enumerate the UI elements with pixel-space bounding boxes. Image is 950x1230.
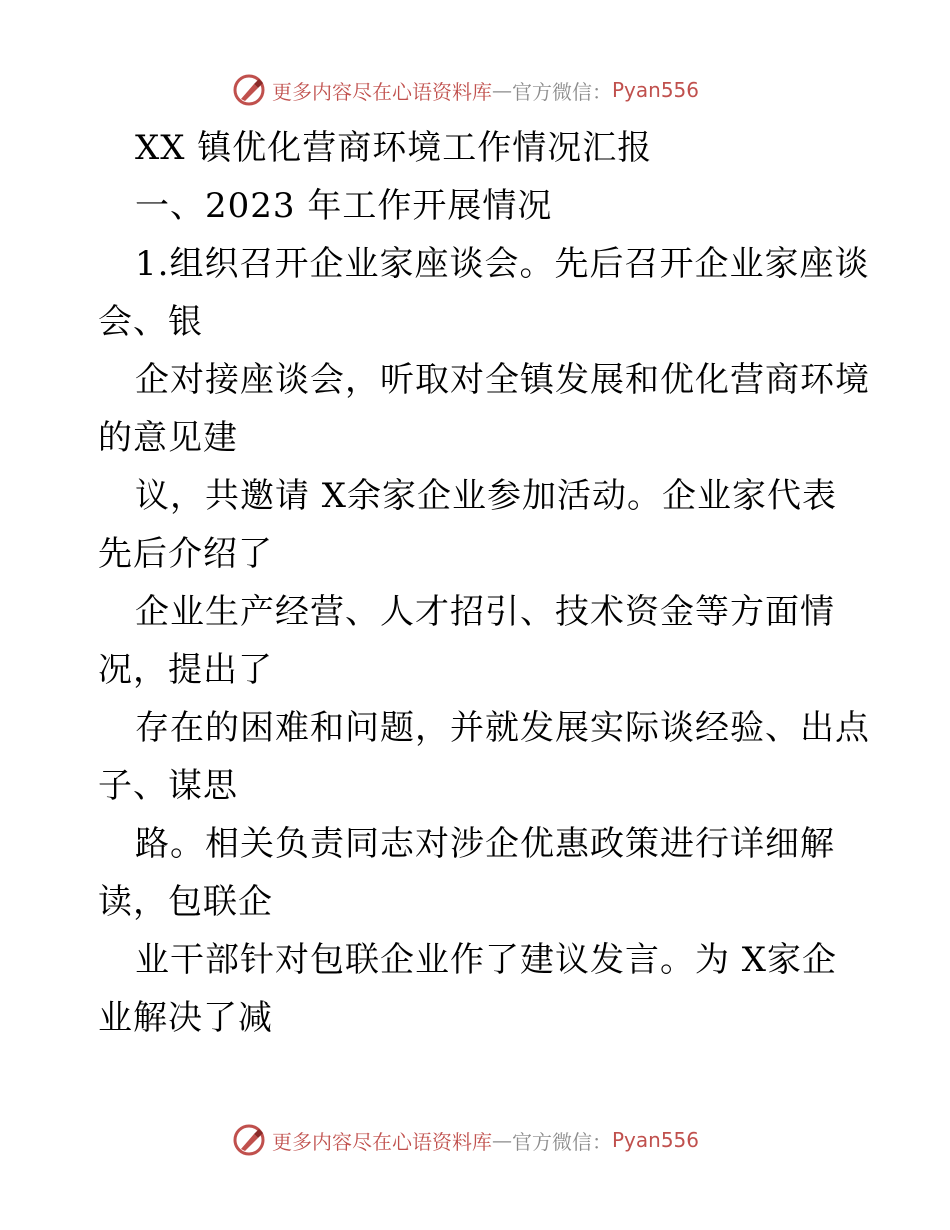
paragraph-line: 业干部针对包联企业作了建议发言。为 X家企 bbox=[135, 940, 838, 980]
paragraph-line: 企对接座谈会，听取对全镇发展和优化营商环境 bbox=[135, 360, 870, 400]
pen-logo-icon bbox=[232, 1122, 268, 1158]
paragraph-line: 存在的困难和问题，并就发展实际谈经验、出点 bbox=[135, 708, 870, 748]
paragraph-line: 先后介绍了 bbox=[98, 534, 273, 574]
watermark-site-text: 更多内容尽在心语资料库 bbox=[272, 79, 492, 104]
header-watermark bbox=[232, 70, 752, 110]
watermark-wechat-label: 官方微信： bbox=[512, 1129, 612, 1154]
paragraph-line: 议，共邀请 X余家企业参加活动。企业家代表 bbox=[135, 476, 838, 516]
watermark-wechat-id: Pyan556 bbox=[612, 78, 700, 102]
paragraph-line: 企业生产经营、人才招引、技术资金等方面情 bbox=[135, 592, 835, 632]
paragraph-line: 子、谋思 bbox=[98, 766, 238, 806]
paragraph-line: 业解决了减 bbox=[98, 998, 273, 1038]
paragraph-line: 路。相关负责同志对涉企优惠政策进行详细解 bbox=[135, 824, 835, 864]
paragraph-line: 况，提出了 bbox=[98, 650, 273, 690]
document-title: XX 镇优化营商环境工作情况汇报 bbox=[135, 128, 653, 168]
section-heading: 一、2023 年工作开展情况 bbox=[135, 186, 553, 226]
paragraph-line: 1.组织召开企业家座谈会。先后召开企业家座谈 bbox=[135, 244, 870, 284]
paragraph-line: 的意见建 bbox=[98, 418, 238, 458]
watermark-dash: — bbox=[492, 1128, 512, 1152]
paragraph-line: 会、银 bbox=[98, 302, 203, 342]
watermark-wechat-label: 官方微信： bbox=[512, 79, 612, 104]
pen-logo-icon bbox=[232, 72, 268, 108]
footer-watermark bbox=[232, 1120, 752, 1160]
watermark-wechat-id: Pyan556 bbox=[612, 1128, 700, 1152]
paragraph-line: 读，包联企 bbox=[98, 882, 273, 922]
watermark-site-text: 更多内容尽在心语资料库 bbox=[272, 1129, 492, 1154]
watermark-dash: — bbox=[492, 78, 512, 102]
